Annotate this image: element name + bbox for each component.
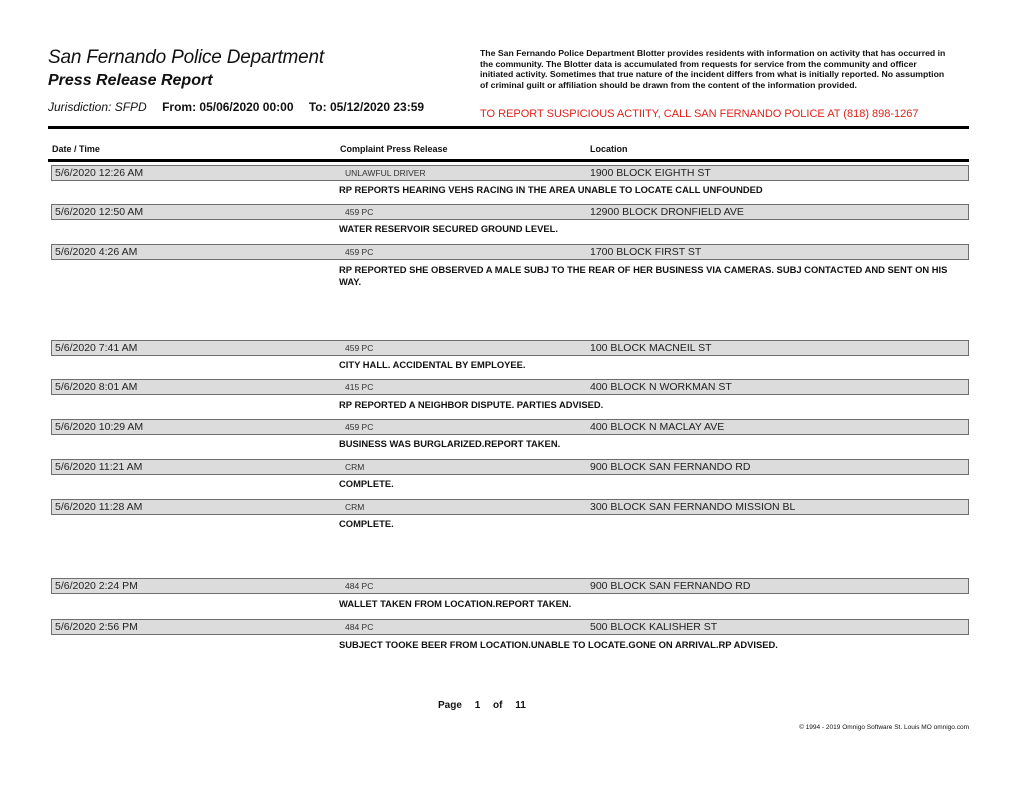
incident-datetime: 5/6/2020 12:50 AM	[55, 206, 144, 218]
incident-row	[51, 340, 969, 356]
incident-narrative: WALLET TAKEN FROM LOCATION.REPORT TAKEN.	[339, 598, 572, 609]
incident-datetime: 5/6/2020 2:56 PM	[55, 621, 138, 633]
incident-entry	[51, 165, 969, 195]
column-header-complaint: Complaint Press Release	[340, 144, 448, 154]
incident-narrative: RP REPORTED SHE OBSERVED A MALE SUBJ TO THE REAR OF HER BUSINESS VIA CAMERAS. SUBJ CONTACTED AND SENT ON HIS WAY.	[339, 264, 948, 287]
incident-entry	[51, 419, 969, 449]
from-value: 05/06/2020 00:00	[199, 100, 294, 114]
incident-narrative: BUSINESS WAS BURGLARIZED.REPORT TAKEN.	[339, 438, 561, 449]
page-label: Page	[438, 700, 462, 711]
incident-datetime: 5/6/2020 11:21 AM	[55, 461, 143, 473]
column-header-divider	[48, 159, 969, 162]
incident-entry	[51, 379, 969, 410]
incident-datetime: 5/6/2020 8:01 AM	[55, 381, 138, 393]
incident-row	[51, 244, 969, 260]
incident-entry	[51, 244, 969, 287]
suspicious-activity-warning: TO REPORT SUSPICIOUS ACTIITY, CALL SAN FERNANDO POLICE AT (818) 898-1267	[480, 108, 919, 120]
department-title: San Fernando Police Department	[48, 47, 324, 68]
incident-datetime: 5/6/2020 11:28 AM	[55, 501, 143, 513]
incident-location: 12900 BLOCK DRONFIELD AVE	[590, 206, 744, 218]
jurisdiction-label: Jurisdiction:	[48, 100, 112, 114]
page-number: 1	[474, 700, 481, 711]
incident-code: 459 PC	[345, 343, 374, 353]
incident-entry	[51, 578, 969, 609]
incident-entry	[51, 499, 969, 529]
to-value: 05/12/2020 23:59	[329, 100, 425, 114]
incident-narrative: RP REPORTED A NEIGHBOR DISPUTE. PARTIES ADVISED.	[339, 399, 604, 410]
incident-row	[51, 619, 969, 635]
incident-location: 900 BLOCK SAN FERNANDO RD	[590, 580, 751, 592]
incident-code: 459 PC	[345, 247, 374, 257]
incident-row	[51, 165, 969, 181]
incident-row	[51, 499, 969, 515]
incident-entry	[51, 619, 969, 650]
to-label: To:	[308, 100, 327, 114]
jurisdiction-value: SFPD	[114, 100, 147, 114]
incident-location: 1700 BLOCK FIRST ST	[590, 246, 702, 258]
incident-code: CRM	[345, 462, 365, 472]
incident-location: 400 BLOCK N WORKMAN ST	[590, 381, 732, 393]
incident-code: 459 PC	[345, 422, 374, 432]
incident-narrative: CITY HALL. ACCIDENTAL BY EMPLOYEE.	[339, 359, 526, 370]
incident-datetime: 5/6/2020 4:26 AM	[55, 246, 138, 258]
incident-code: 484 PC	[345, 622, 374, 632]
incident-narrative: SUBJECT TOOKE BEER FROM LOCATION.UNABLE TO LOCATE.GONE ON ARRIVAL.RP ADVISED.	[339, 639, 778, 650]
incident-row	[51, 419, 969, 435]
incident-entry	[51, 204, 969, 234]
header-divider	[48, 126, 969, 129]
incident-location: 400 BLOCK N MACLAY AVE	[590, 421, 725, 433]
page-of-label: of	[493, 700, 503, 711]
incident-datetime: 5/6/2020 7:41 AM	[55, 342, 138, 354]
incident-entry	[51, 459, 969, 489]
blotter-disclaimer: The San Fernando Police Department Blotter provides residents with information on activity that has occurred in the community. The Blotter data is accumulated from requests for service from the community and officer initiated activity. Sometimes that true nature of the incident differs from what is initially reported. No assumption of criminal guilt or affiliation should be drawn from the content of the information provided.	[480, 48, 946, 90]
incident-narrative: RP REPORTS HEARING VEHS RACING IN THE AREA UNABLE TO LOCATE CALL UNFOUNDED	[339, 184, 763, 195]
incident-entry	[51, 340, 969, 370]
incident-code: 415 PC	[345, 382, 374, 392]
incident-narrative: COMPLETE.	[339, 518, 394, 529]
incident-narrative: COMPLETE.	[339, 478, 394, 489]
report-title: Press Release Report	[48, 72, 213, 89]
column-header-datetime: Date / Time	[52, 144, 100, 154]
incident-row	[51, 204, 969, 220]
column-header-location: Location	[590, 144, 628, 154]
incident-code: CRM	[345, 502, 365, 512]
page-total: 11	[515, 700, 526, 711]
incident-code: UNLAWFUL DRIVER	[345, 168, 426, 178]
incident-location: 500 BLOCK KALISHER ST	[590, 621, 718, 633]
report-parameters	[48, 100, 424, 114]
incident-row	[51, 379, 969, 395]
incident-datetime: 5/6/2020 10:29 AM	[55, 421, 144, 433]
incident-location: 1900 BLOCK EIGHTH ST	[590, 167, 711, 179]
incident-code: 459 PC	[345, 207, 374, 217]
incident-location: 300 BLOCK SAN FERNANDO MISSION BL	[590, 501, 796, 513]
incident-datetime: 5/6/2020 12:26 AM	[55, 167, 144, 179]
page-indicator	[438, 700, 536, 711]
incident-row	[51, 459, 969, 475]
incident-datetime: 5/6/2020 2:24 PM	[55, 580, 138, 592]
incident-location: 100 BLOCK MACNEIL ST	[590, 342, 712, 354]
incident-code: 484 PC	[345, 581, 374, 591]
incident-location: 900 BLOCK SAN FERNANDO RD	[590, 461, 751, 473]
from-label: From:	[162, 100, 197, 114]
incident-narrative: WATER RESERVOIR SECURED GROUND LEVEL.	[339, 223, 558, 234]
copyright-notice: © 1994 - 2019 Omnigo Software St. Louis MO omnigo.com	[799, 724, 969, 731]
incident-row	[51, 578, 969, 594]
